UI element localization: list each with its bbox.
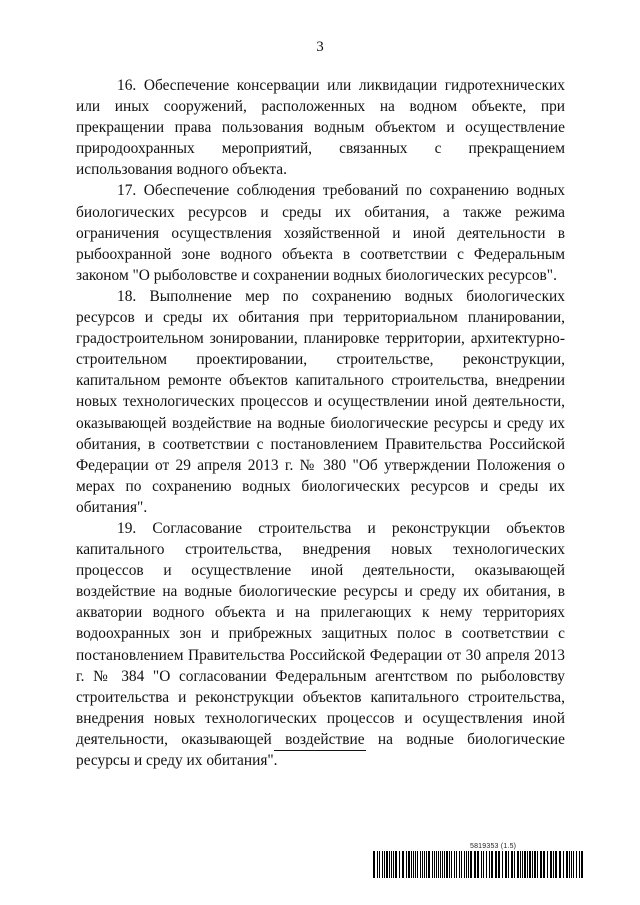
end-separator-line bbox=[274, 750, 366, 751]
page-number: 3 bbox=[316, 39, 324, 55]
paragraph-18: 18. Выполнение мер по сохранению водных биологических ресурсов и среды их обитания при территориальном планировании, градостроительном зонировании, планировке территории, архитектурно-строительном проектировании, строительстве, реконструкции, капитальном ремонте объектов капитального строительства, внедрении новых технологических процессов и осуществлении иной деятельности, оказывающей воздействие на водные биологические ресурсы и среду их обитания, в соответствии с постановлением Правительства Российской Федерации от 29 апреля 2013 г. № 380 "Об утверждении Положения о мерах по сохранению водных биологических ресурсов и среды их обитания". bbox=[76, 287, 565, 516]
document-code: 5819353 (1.5) bbox=[470, 843, 517, 850]
paragraph-17: 17. Обеспечение соблюдения требований по сохранению водных биологических ресурсов и среды их обитания, а также режима ограничения осуществления хозяйственной и иной деятельности в рыбоохранной зоне водного объекта в соответствии с Федеральным законом "О рыболовстве и сохранении водных биологических ресурсов". bbox=[76, 182, 565, 284]
paragraph-19: 19. Согласование строительства и реконструкции объектов капитального строительства, внедрения новых технологических процессов и осуществление иной деятельности, оказывающей воздействие на водные биологические ресурсы и среду их обитания, в акватории водного объекта и на прилегающих к нему территориях водоохранных зон и прибрежных защитных полос в соответствии с постановлением Правительства Российской Федерации от 30 апреля 2013 г. № 384 "О согласовании Федеральным агентством по рыболовству строительства и реконструкции объектов капитального строительства, внедрения новых технологических процессов и осуществления иной деятельности, оказывающей воздействие на водные биологические ресурсы и среду их обитания". bbox=[76, 519, 565, 769]
barcode-image bbox=[373, 851, 583, 878]
paragraph-16: 16. Обеспечение консервации или ликвидации гидротехнических или иных сооружений, расположенных на водном объекте, при прекращении права пользования водным объектом и осуществление природоохранных мероприятий, связанных с прекращением использования водного объекта. bbox=[76, 77, 565, 179]
document-body bbox=[76, 75, 565, 771]
